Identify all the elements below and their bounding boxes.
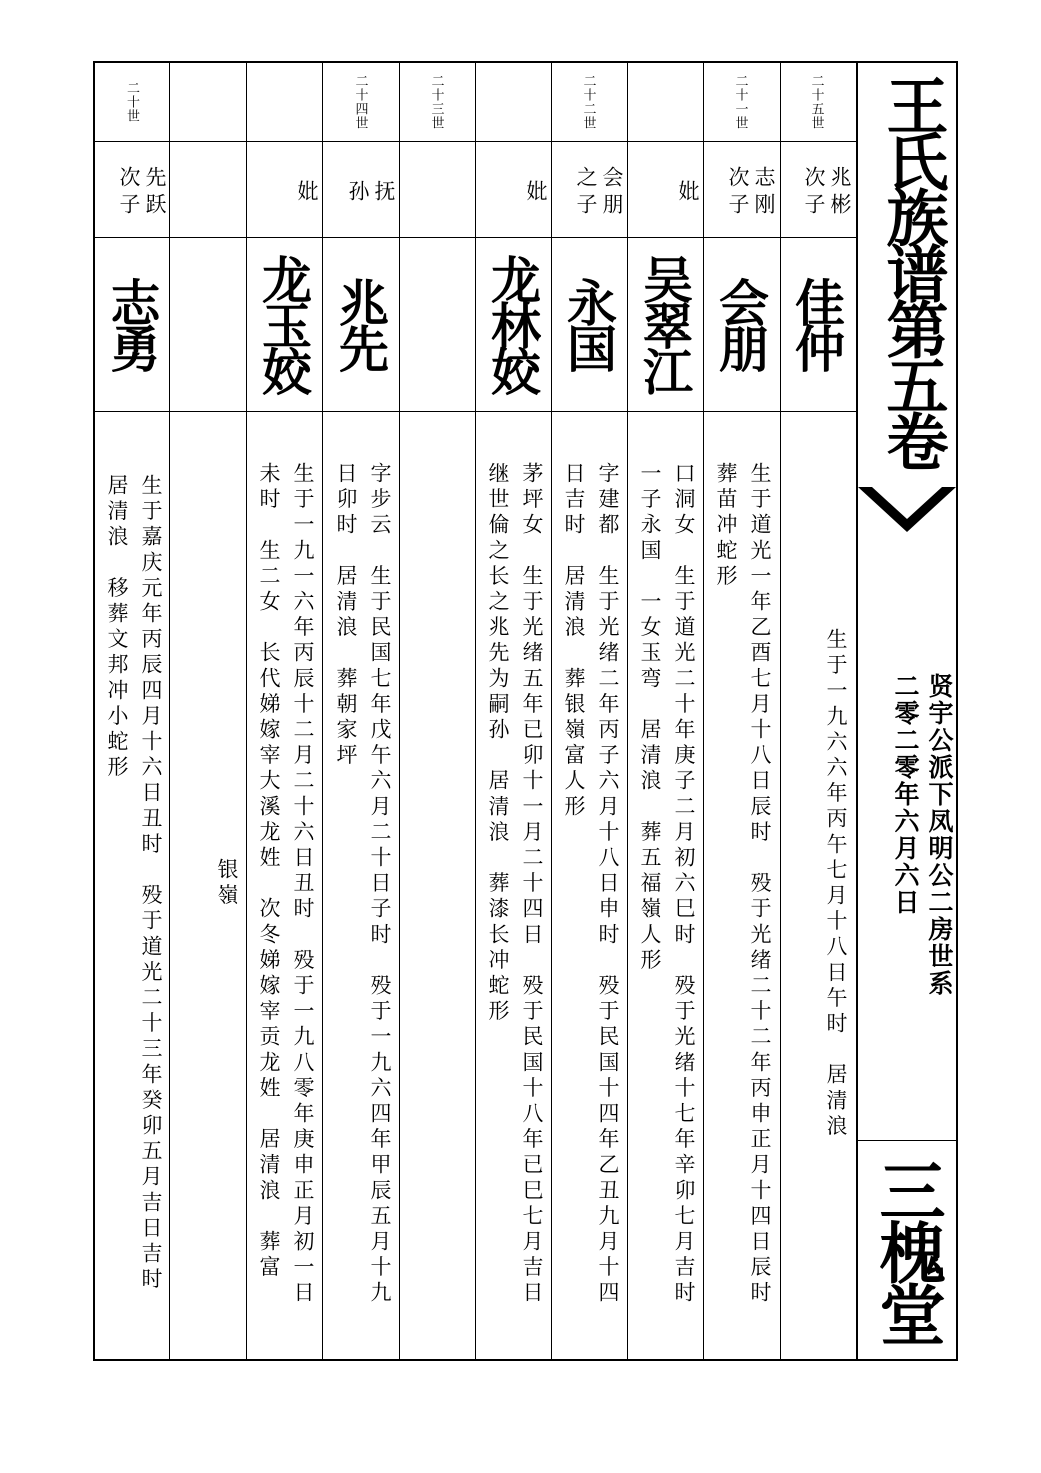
relation-label: 妣: [295, 179, 319, 207]
generation-label: [246, 65, 320, 139]
person-name: 龙玉姣: [254, 254, 313, 392]
biography-text: 口洞女 生于道光二十年庚子二月初六巳时 殁于光绪十七年辛卯七月吉时 一子永国 一女玉弯 居清浪 葬五福嶺人形: [638, 461, 696, 1307]
generation-label: 二十四世: [352, 74, 368, 130]
relation-label: 妣: [524, 179, 548, 207]
generation-label: [170, 65, 244, 139]
generation-label: 二十三世: [428, 74, 444, 130]
generation-label: 二十一世: [732, 74, 748, 130]
relation-label: 会朋 之子: [574, 166, 624, 220]
biography-text: 生于一九六六年丙午七月十八日午时 居清浪: [824, 628, 848, 1140]
hall-name: 三槐堂: [868, 1157, 946, 1343]
relation-label: 兆彬 次子: [802, 166, 852, 220]
generation-label: [475, 65, 549, 139]
relation-label: 志刚 次子: [726, 166, 776, 220]
person-name: 龙林姣: [483, 254, 542, 392]
lineage-subtitle: 贤宇公派下凤明公二房世系 二零二零年六月六日: [891, 673, 954, 997]
person-name: 兆先: [331, 277, 390, 369]
biography-text: 银嶺: [215, 858, 239, 910]
relation-label: 抚 孙: [346, 179, 396, 207]
biography-text: 生于道光一年乙酉七月十八日辰时 殁于光绪二十二年丙申正月十四日辰时 葬苗冲蛇形: [714, 461, 772, 1307]
biography-text: 茅坪女 生于光绪五年已卯十一月二十四日 殁于民国十八年已巳七月吉日 继世倫之长之兆先为嗣孙 居清浪 葬漆长冲蛇形: [486, 461, 544, 1307]
relation-label: [399, 141, 473, 235]
person-name: 会朋: [711, 277, 770, 369]
biography-text: 生于嘉庆元年丙辰四月十六日丑时 殁于道光二十三年癸卯五月吉日吉时 居清浪 移葬文邦冲小蛇形: [105, 474, 163, 1294]
biography-text: 字建都 生于光绪二年丙子六月十八日申时 殁于民国十四年乙丑九月十四 日吉时 居清浪 葬银嶺富人形: [562, 461, 620, 1307]
biography-text: 字步云 生于民国七年戊午六月二十日子时 殁于一九六四年甲辰五月十九 日卯时 居清浪 葬朝家坪: [334, 461, 392, 1307]
biography-text: [399, 411, 473, 1351]
person-name: 吴翠江: [635, 254, 694, 392]
generation-label: 二十世: [124, 81, 139, 123]
person-name: 永国: [559, 277, 618, 369]
relation-label: 妣: [676, 179, 700, 207]
relation-label: 先跃 次子: [117, 166, 167, 220]
person-name: [399, 237, 473, 409]
biography-text: 生于一九一六年丙辰十二月二十六日丑时 殁于一九八零年庚申正月初一日 未时 生二女 长代娣嫁宰大溪龙姓 次冬娣嫁宰贡龙姓 居清浪 葬富: [257, 461, 315, 1307]
person-name: 佳仲: [787, 277, 846, 369]
relation-label: [170, 141, 244, 235]
generation-label: [627, 65, 701, 139]
generation-label: 二十二世: [580, 74, 596, 130]
book-title: 王氏族谱第五卷: [876, 74, 949, 466]
person-name: 志勇: [102, 277, 162, 369]
person-name: [170, 237, 244, 409]
generation-label: 二十五世: [808, 74, 824, 130]
